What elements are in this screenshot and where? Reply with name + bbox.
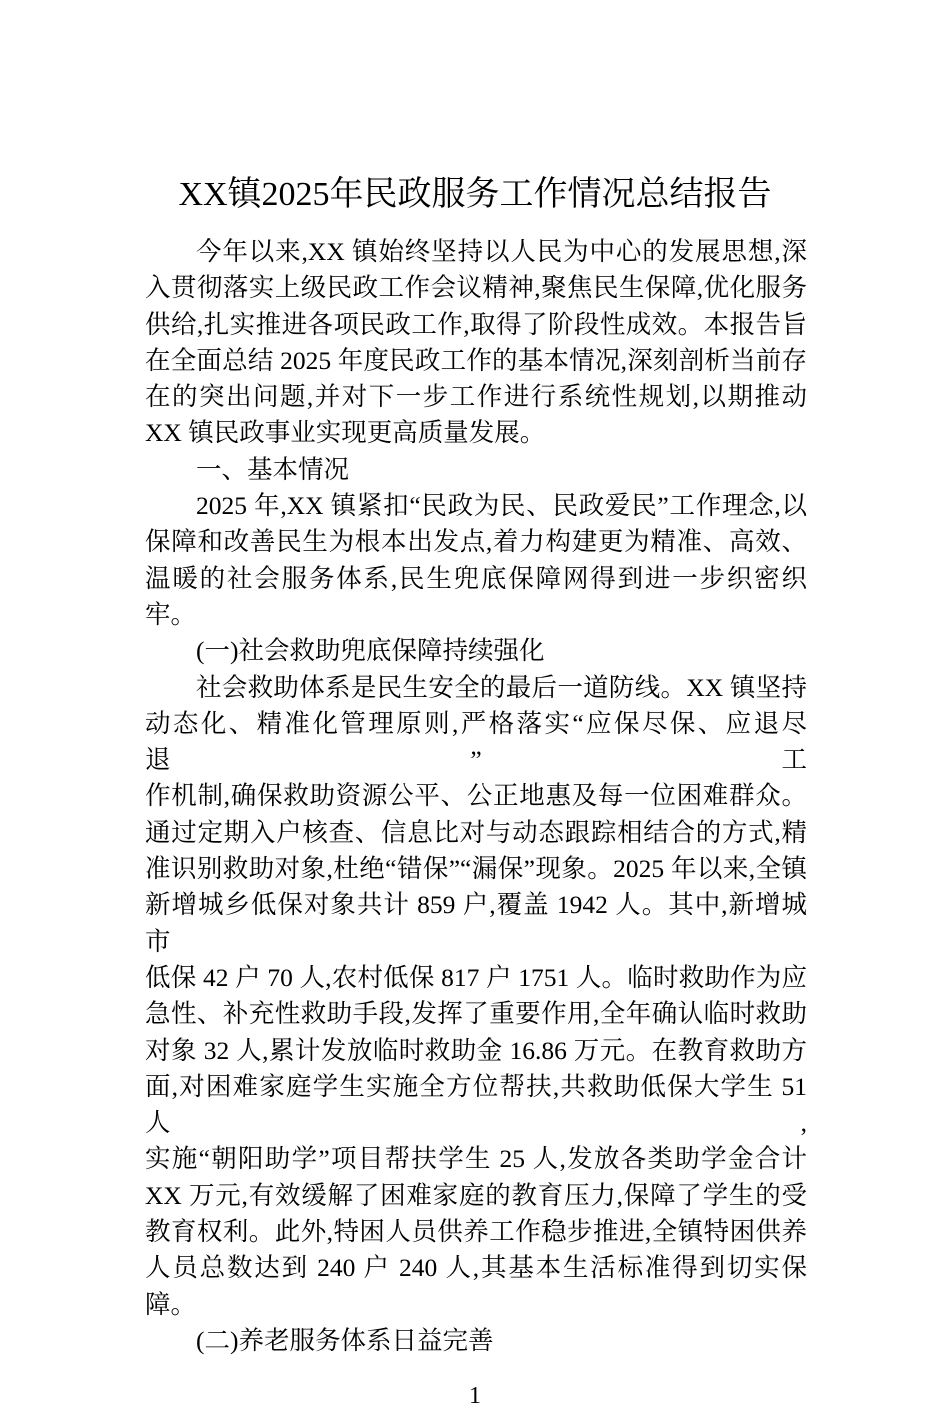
- section-heading: [145, 633, 807, 669]
- paragraph: [145, 488, 807, 633]
- text-line: 急性、补充性救助手段,发挥了重要作用,全年确认临时救助: [145, 999, 807, 1029]
- text-line: XX 镇民政事业实现更高质量发展。: [145, 418, 546, 448]
- document-title: XX镇2025年民政服务工作情况总结报告: [178, 176, 772, 213]
- text-line: 教育权利。此外,特困人员供养工作稳步推进,全镇特困供养: [145, 1217, 807, 1247]
- text-line: 对象 32 人,累计发放临时救助金 16.86 万元。在教育救助方: [145, 1035, 807, 1065]
- text-line: 供给,扎实推进各项民政工作,取得了阶段性成效。本报告旨: [145, 309, 807, 339]
- text-line: 低保 42 户 70 人,农村低保 817 户 1751 人。临时救助作为应: [145, 962, 807, 992]
- text-line: (二)养老服务体系日益完善: [196, 1325, 494, 1355]
- text-line: 准识别救助对象,杜绝“错保”“漏保”现象。2025 年以来,全镇: [145, 854, 807, 884]
- text-line: 人员总数达到 240 户 240 人,其基本生活标准得到切实保障。: [145, 1253, 807, 1319]
- text-line: 保障和改善民生为根本出发点,着力构建更为精准、高效、: [145, 527, 807, 557]
- text-line: 今年以来,XX 镇始终坚持以人民为中心的发展思想,深: [196, 237, 807, 266]
- text-line: 温暖的社会服务体系,民生兜底保障网得到进一步织密织牢。: [145, 563, 807, 629]
- document-body: [145, 234, 807, 1359]
- page-number: 1: [469, 1383, 481, 1410]
- text-line: 社会救助体系是民生安全的最后一道防线。XX 镇坚持: [196, 672, 807, 702]
- text-line: 一、基本情况: [196, 454, 350, 484]
- section-heading: [145, 452, 807, 488]
- text-line: 通过定期入户核查、信息比对与动态跟踪相结合的方式,精: [145, 817, 807, 847]
- paragraph: [145, 670, 807, 1323]
- text-line: 动态化、精准化管理原则,严格落实“应保尽保、应退尽退”工: [145, 708, 807, 775]
- text-line: 2025 年,XX 镇紧扣“民政为民、民政爱民”工作理念,以: [196, 491, 807, 521]
- section-heading: [145, 1323, 807, 1359]
- text-line: 作机制,确保救助资源公平、公正地惠及每一位困难群众。: [145, 781, 807, 811]
- text-line: (一)社会救助兜底保障持续强化: [196, 636, 545, 666]
- paragraph: [145, 234, 807, 452]
- text-line: 在全面总结 2025 年度民政工作的基本情况,深刻剖析当前存: [145, 345, 807, 375]
- text-line: 实施“朝阳助学”项目帮扶学生 25 人,发放各类助学金合计: [145, 1144, 807, 1174]
- text-line: 在的突出问题,并对下一步工作进行系统性规划,以期推动: [145, 382, 807, 412]
- text-line: 入贯彻落实上级民政工作会议精神,聚焦民生保障,优化服务: [145, 273, 807, 303]
- text-line: 面,对困难家庭学生实施全方位帮扶,共救助低保大学生 51 人,: [145, 1071, 807, 1138]
- text-line: 新增城乡低保对象共计 859 户,覆盖 1942 人。其中,新增城市: [145, 890, 807, 956]
- text-line: XX 万元,有效缓解了困难家庭的教育压力,保障了学生的受: [145, 1180, 807, 1210]
